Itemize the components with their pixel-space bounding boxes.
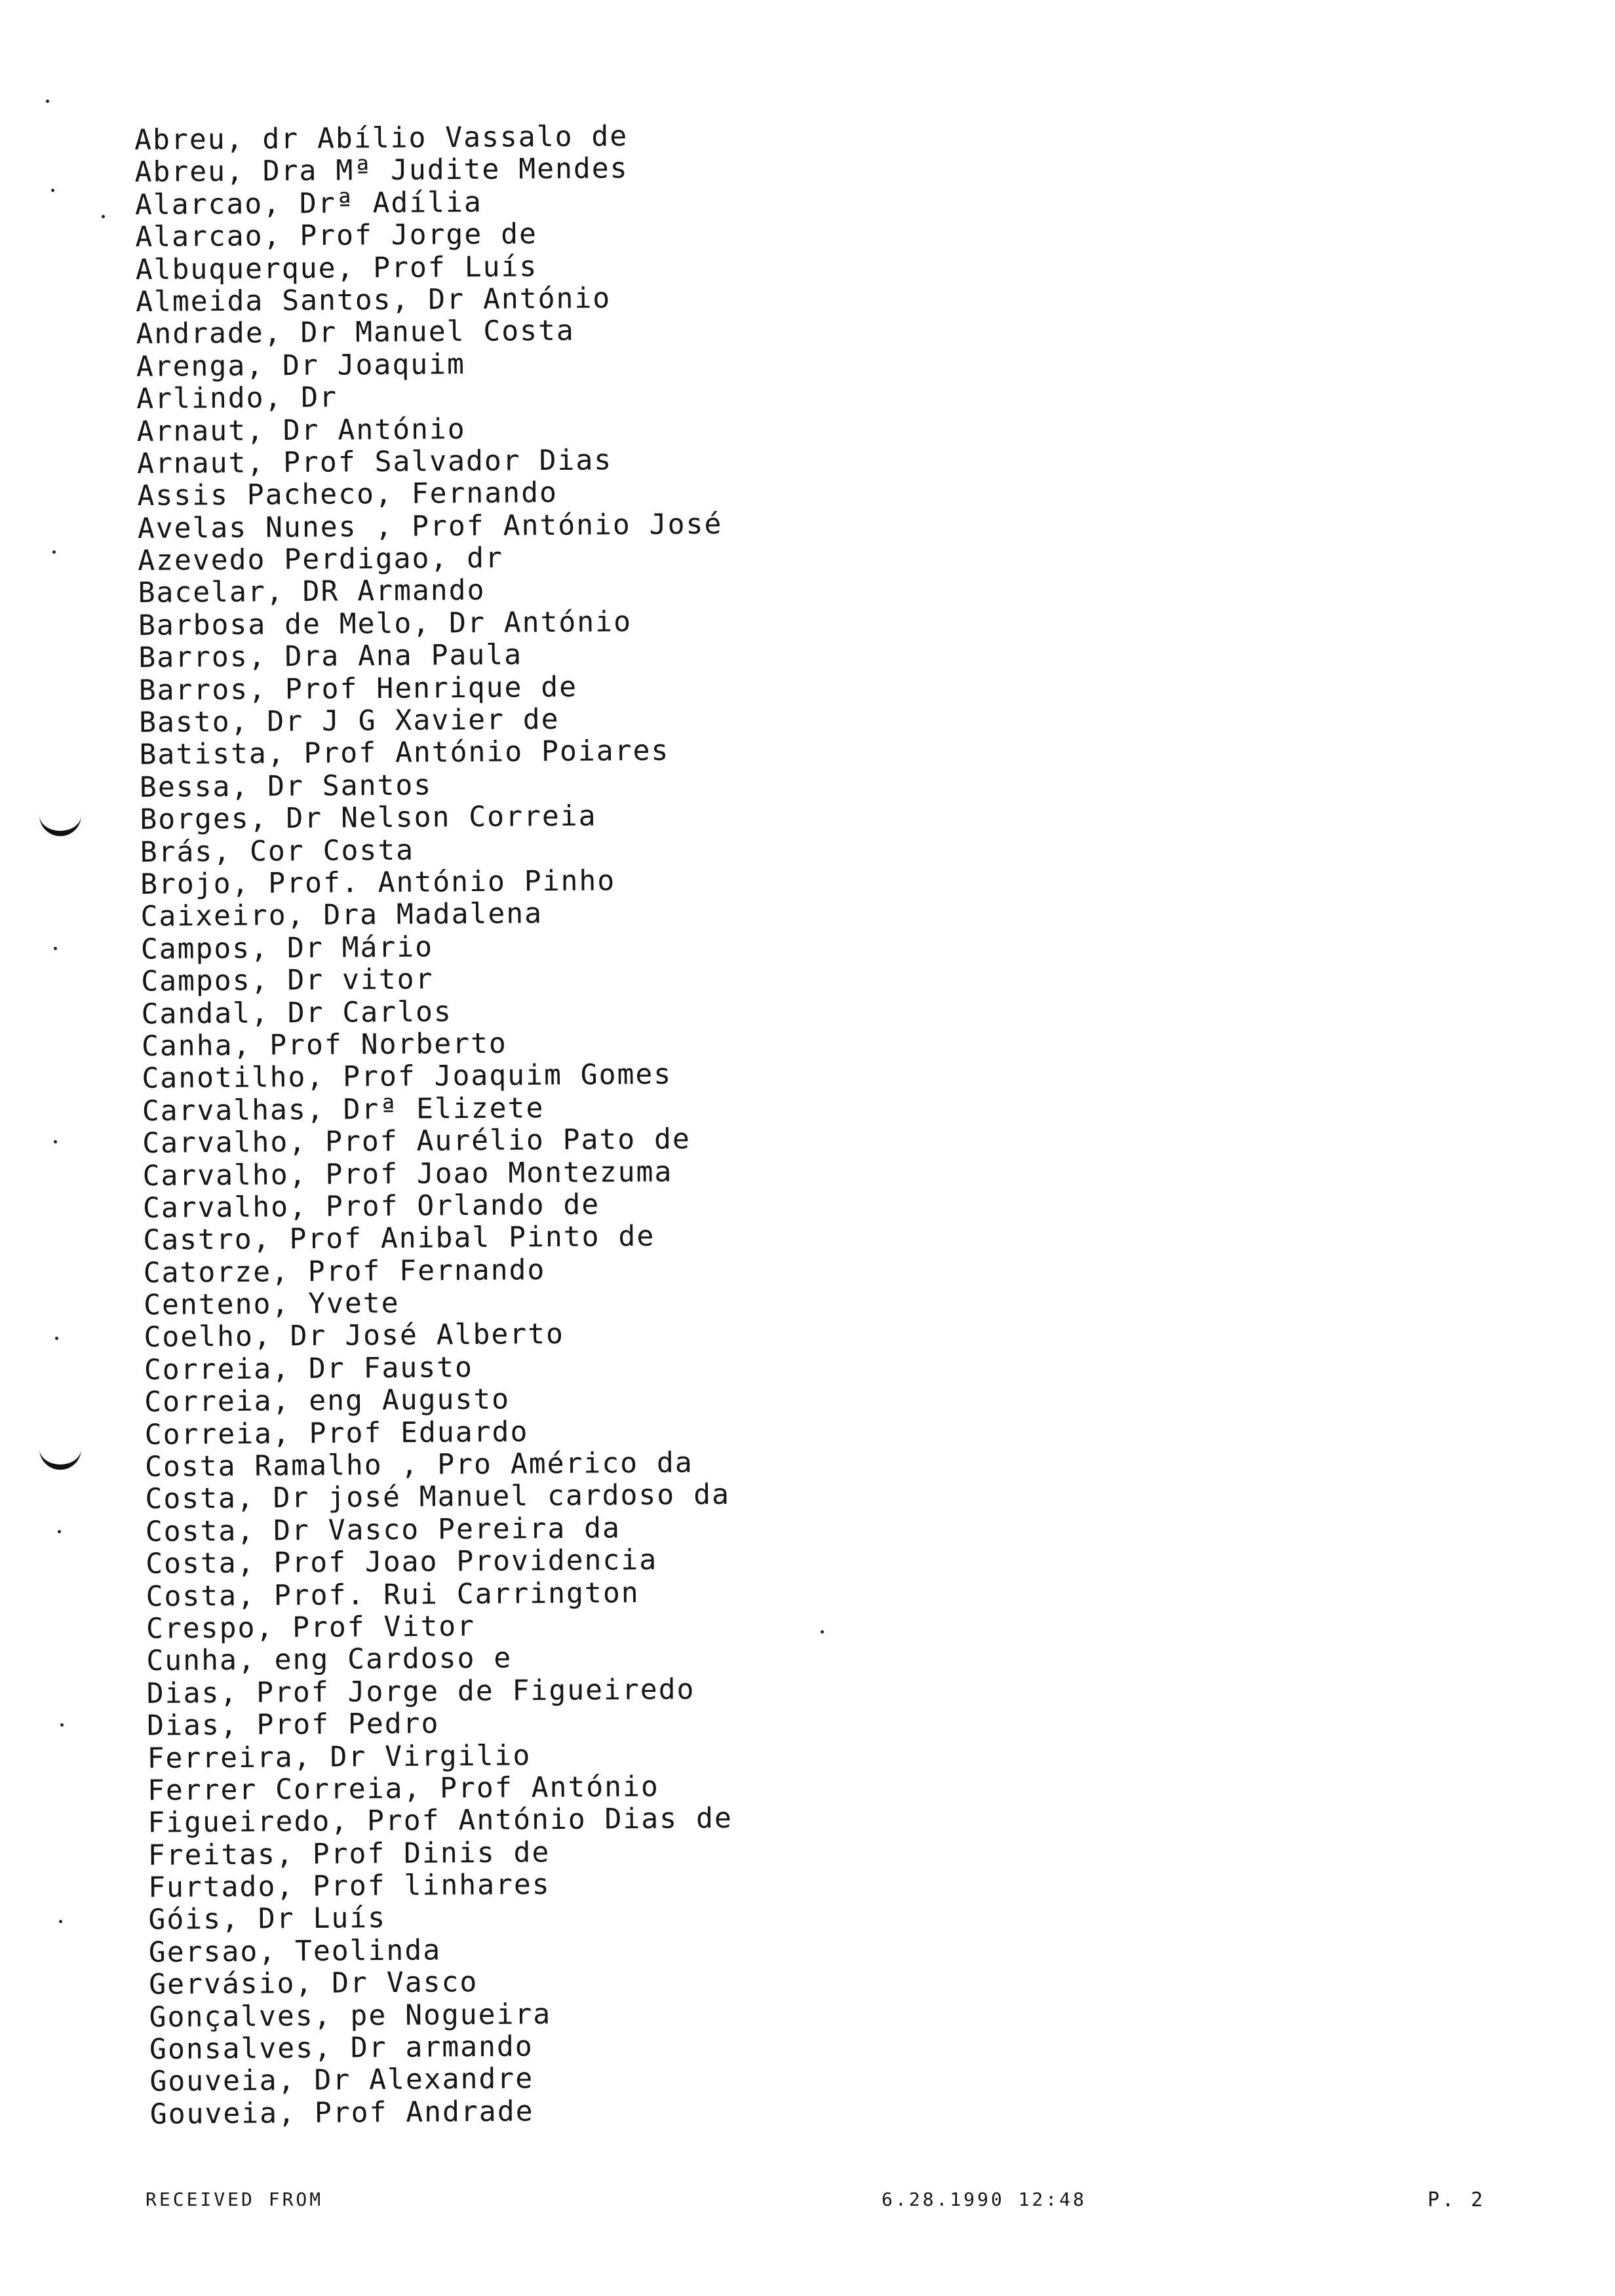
name-entry: Costa Ramalho , Pro Américo da	[144, 1446, 693, 1483]
scan-speck	[46, 100, 49, 103]
name-entry: Arnaut, Dr António	[136, 412, 466, 448]
name-entry: Abreu, dr Abílio Vassalo de	[134, 120, 629, 157]
name-entry: Azevedo Perdigao, dr	[138, 541, 504, 578]
name-entry: Centeno, Yvete	[143, 1286, 400, 1322]
name-entry: Bessa, Dr Santos	[139, 769, 433, 804]
scan-speck	[59, 1920, 62, 1923]
name-entry: Arenga, Dr Joaquim	[136, 347, 466, 383]
name-entry: Crespo, Prof Vitor	[146, 1609, 476, 1645]
name-entry: Abreu, Dra Mª Judite Mendes	[134, 152, 629, 189]
fax-datetime: 6.28.1990 12:48	[882, 2189, 1087, 2210]
name-entry: Basto, Dr J G Xavier de	[138, 702, 560, 740]
name-entry: Arlindo, Dr	[136, 381, 338, 416]
name-entry: Assis Pacheco, Fernando	[137, 476, 558, 513]
name-entry: Gonçalves, pe Nogueira	[149, 1997, 552, 2034]
name-entry: Costa, Dr Vasco Pereira da	[145, 1512, 621, 1548]
name-entry: Gervásio, Dr Vasco	[149, 1966, 478, 2002]
name-entry: Gonsalves, Dr armando	[149, 2030, 534, 2066]
name-entry: Correia, Prof Eduardo	[144, 1415, 529, 1451]
name-entry: Carvalho, Prof Orlando de	[142, 1188, 600, 1225]
name-entry: Brás, Cor Costa	[140, 833, 415, 869]
name-entry: Coelho, Dr José Alberto	[144, 1318, 565, 1354]
name-entry: Carvalhas, Drª Elizete	[142, 1091, 545, 1128]
name-entry: Campos, Dr vitor	[141, 963, 434, 999]
name-entry: Campos, Dr Mário	[140, 930, 434, 966]
scan-speck	[55, 1337, 58, 1340]
name-entry: Borges, Dr Nelson Correia	[140, 799, 597, 837]
name-entry: Barbosa de Melo, Dr António	[138, 605, 632, 642]
scan-speck	[821, 1630, 824, 1634]
name-entry: Almeida Santos, Dr António	[135, 282, 612, 318]
name-entry: Catorze, Prof Fernando	[143, 1253, 546, 1290]
name-entry: Barros, Dra Ana Paula	[138, 638, 523, 675]
name-entry: Albuquerque, Prof Luís	[135, 250, 538, 286]
name-entry: Brojo, Prof. António Pinho	[140, 864, 616, 901]
name-entry: Carvalho, Prof Aurélio Pato de	[142, 1122, 691, 1160]
name-entry: Cunha, eng Cardoso e	[146, 1641, 513, 1678]
name-entry: Barros, Prof Henrique de	[138, 670, 578, 707]
name-entry: Ferrer Correia, Prof António	[147, 1770, 660, 1807]
name-entry: Gersao, Teolinda	[148, 1934, 442, 1969]
name-entry: Carvalho, Prof Joao Montezuma	[142, 1155, 673, 1193]
scan-speck	[60, 1723, 64, 1727]
name-entry: Canha, Prof Norberto	[141, 1027, 507, 1063]
name-entry: Batista, Prof António Poiares	[139, 735, 670, 772]
name-entry: Alarcao, Prof Jorge de	[135, 218, 538, 254]
scan-speck	[58, 1530, 61, 1533]
name-entry: Furtado, Prof linhares	[147, 1868, 551, 1905]
name-entry: Góis, Dr Luís	[148, 1902, 387, 1937]
name-entry: Arnaut, Prof Salvador Dias	[136, 444, 613, 480]
name-entry: Gouveia, Dr Alexandre	[149, 2062, 534, 2099]
name-entry: Candal, Dr Carlos	[141, 995, 452, 1031]
name-entry: Bacelar, DR Armando	[138, 574, 486, 610]
name-entry: Ferreira, Dr Virgilio	[147, 1738, 532, 1775]
page-number: P. 2	[1428, 2189, 1486, 2211]
scan-speck	[54, 1140, 57, 1143]
name-entry: Castro, Prof Anibal Pinto de	[143, 1220, 655, 1257]
name-entry: Costa, Prof. Rui Carrington	[146, 1576, 640, 1613]
fax-received-from: RECEIVED FROM	[146, 2189, 324, 2210]
name-entry: Costa, Prof Joao Providencia	[146, 1543, 658, 1581]
punch-hole-mark	[39, 805, 81, 836]
name-entry: Canotilho, Prof Joaquim Gomes	[142, 1058, 672, 1096]
name-entry: Dias, Prof Jorge de Figueiredo	[146, 1673, 695, 1710]
scan-speck	[102, 215, 105, 218]
scan-speck	[51, 189, 54, 192]
name-entry: Caixeiro, Dra Madalena	[140, 897, 543, 934]
name-entry: Dias, Prof Pedro	[146, 1707, 440, 1743]
name-entry: Avelas Nunes , Prof António José	[137, 507, 723, 545]
name-entry: Costa, Dr josé Manuel cardoso da	[145, 1478, 731, 1516]
name-entry: Andrade, Dr Manuel Costa	[136, 315, 575, 351]
name-entry: Correia, eng Augusto	[144, 1383, 511, 1419]
name-entry: Gouveia, Prof Andrade	[149, 2095, 534, 2131]
name-entry: Alarcao, Drª Adília	[134, 185, 483, 221]
name-entry: Freitas, Prof Dinis de	[147, 1835, 551, 1872]
name-list	[134, 116, 1199, 2131]
scan-speck	[52, 550, 56, 554]
name-entry: Figueiredo, Prof António Dias de	[147, 1802, 733, 1840]
name-entry: Correia, Dr Fausto	[144, 1350, 474, 1387]
scan-speck	[54, 947, 57, 950]
punch-hole-mark	[39, 1438, 81, 1470]
